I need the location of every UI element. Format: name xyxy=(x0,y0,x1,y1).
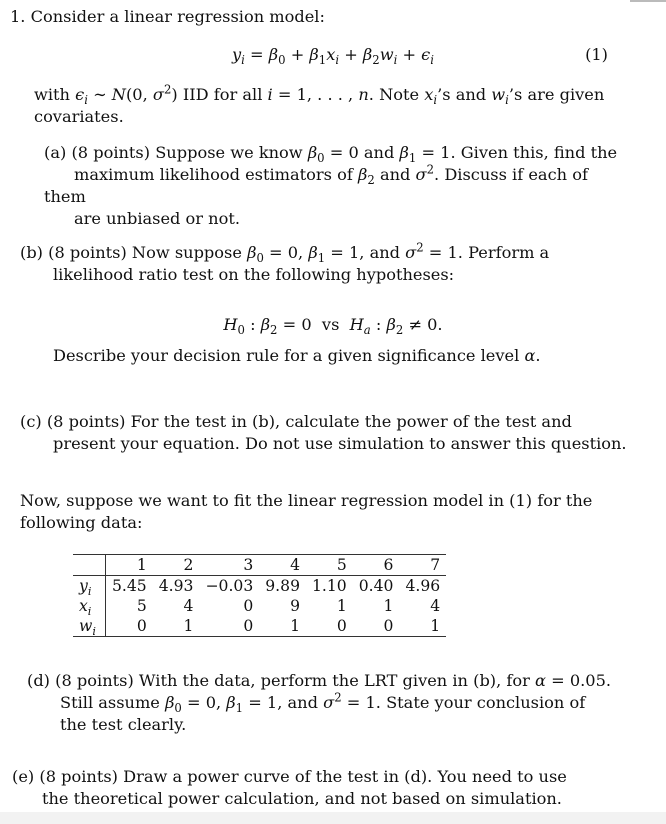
part-a-text: are unbiased or not. xyxy=(74,209,241,228)
table-row-w xyxy=(73,616,446,637)
part-b-decision: Describe your decision rule for a given significance level α. xyxy=(53,346,541,365)
part-a-text: Suppose we know xyxy=(155,143,303,162)
part-a-points: (8 points) xyxy=(71,143,151,162)
table-header-row xyxy=(73,555,446,576)
bottom-edge xyxy=(0,812,666,824)
table-cell: 1 xyxy=(290,617,300,635)
part-e-text: Draw a power curve of the test in (d). You need to use xyxy=(123,767,567,786)
table-cell: 4 xyxy=(430,597,441,615)
problem-intro xyxy=(10,6,666,28)
part-c-label: (c) xyxy=(20,412,42,431)
table-cell: 1 xyxy=(336,597,347,615)
given-text: ’s are given xyxy=(508,85,605,104)
table-cell: 0 xyxy=(383,617,394,635)
table-header-cell: 3 xyxy=(199,555,259,576)
iid-text: IID for all xyxy=(182,85,263,104)
row-label-y: $y_i$ xyxy=(73,576,106,597)
part-d-text: the test clearly. xyxy=(60,715,187,734)
note-text: Note xyxy=(379,85,420,104)
table-header-cell: 1 xyxy=(106,555,153,576)
problem-intro-text: Consider a linear regression model: xyxy=(30,7,325,26)
part-d: (d) (8 points) With the data, perform the LRT given in (b), for α = 0.05. Still assume $\beta_0 = 0$, $\beta_1 = 1$, and $\sigma^2 = 1$. State your conclusion of the test clearly. xyxy=(27,671,612,734)
table-cell: 0 xyxy=(243,597,254,615)
table-cell: 5 xyxy=(136,597,147,615)
row-label-w: $w_i$ xyxy=(73,616,106,637)
part-b: (b) (8 points) Now suppose $\beta_0 = 0$, $\beta_1 = 1$, and $\sigma^2 = 1$. Perform a likelihood ratio test on the following hypotheses: xyxy=(20,240,550,284)
part-e xyxy=(12,766,632,810)
part-e-text: the theoretical power calculation, and not based on simulation. xyxy=(42,789,562,808)
part-d-text: Still assume xyxy=(60,693,160,712)
part-b-text: Now suppose xyxy=(131,243,242,262)
table-header-cell: 6 xyxy=(353,555,400,576)
part-e-label: (e) xyxy=(12,767,35,786)
table-cell: 1.10 xyxy=(312,577,347,595)
table-cell: 9 xyxy=(290,597,300,615)
table-cell: 0.40 xyxy=(358,577,394,595)
part-c-points: (8 points) xyxy=(46,412,126,431)
data-table xyxy=(73,554,446,637)
table-cell: 1 xyxy=(183,617,194,635)
table-cell: 0 xyxy=(136,617,147,635)
part-a-text: Discuss if each of them xyxy=(44,165,588,206)
part-d-text: State your conclusion of xyxy=(386,693,586,712)
model-equation: $y_i = \beta_0 + \beta_1x_i + \beta_2w_i + \epsilon_i$ (1) xyxy=(232,45,608,68)
table-header-cell: 2 xyxy=(153,555,200,576)
part-b-label: (b) xyxy=(20,243,43,262)
part-a: (a) (8 points) Suppose we know $\beta_0 = 0$ and $\beta_1 = 1$. Given this, find the maximum likelihood estimators of $\beta_2$ and $\sigma^2$. Discuss if each of them are unbiased or not. xyxy=(44,143,618,228)
equation-label: (1) xyxy=(585,45,608,64)
part-c-text: For the test in (b), calculate the power of the test and xyxy=(130,412,572,431)
part-c xyxy=(20,411,640,455)
part-e-points: (8 points) xyxy=(39,767,118,786)
part-b-text: Perform a xyxy=(468,243,550,262)
table-corner xyxy=(73,555,106,576)
and-text: ’s and xyxy=(437,85,487,104)
part-a-and: and xyxy=(363,143,395,162)
table-cell: 4.96 xyxy=(405,577,441,595)
part-a-text: maximum likelihood estimators of xyxy=(74,165,353,184)
table-header-cell: 5 xyxy=(306,555,353,576)
data-intro-text: following data: xyxy=(20,513,143,532)
table-cell: 5.45 xyxy=(112,577,147,595)
table-row-x xyxy=(73,596,446,616)
part-b-and: and xyxy=(369,243,401,262)
part-b-text: likelihood ratio test on the following hypotheses: xyxy=(53,265,455,284)
vs-text: vs xyxy=(321,315,340,334)
part-a-label: (a) xyxy=(44,143,67,162)
table-cell: 9.89 xyxy=(265,577,300,595)
covariates-text: covariates. xyxy=(34,107,124,126)
table-cell: 1 xyxy=(430,617,441,635)
part-d-points: (8 points) xyxy=(55,671,134,690)
part-d-label: (d) xyxy=(27,671,50,690)
part-d-text: With the data, perform the LRT given in (b), for xyxy=(138,671,530,690)
row-label-x: $x_i$ xyxy=(73,596,106,616)
part-a-text: Given this, find the xyxy=(460,143,618,162)
problem-number: 1. xyxy=(10,7,26,26)
table-header-cell: 7 xyxy=(399,555,446,576)
table-cell: 4.93 xyxy=(158,577,194,595)
top-edge-line xyxy=(630,0,666,2)
problem-assumptions: with $\epsilon_i$ ∼ N(0, $\sigma^2$) IID for all i = 1, . . . , n. Note $x_i’s$ and $w_i’s$ are given covariates. xyxy=(34,82,605,126)
part-c-text: present your equation. Do not use simulation to answer this question. xyxy=(53,434,627,453)
table-header-cell: 4 xyxy=(259,555,306,576)
hypotheses: $H_0$ : $\beta_2 = 0$ vs $H_a$ : $\beta_2 \ne 0$. xyxy=(223,315,443,338)
table-cell: 1 xyxy=(383,597,394,615)
table-cell: 0 xyxy=(336,617,347,635)
table-cell: 4 xyxy=(183,597,194,615)
data-intro-text: Now, suppose we want to fit the linear regression model in (1) for the xyxy=(20,491,593,510)
with-text: with xyxy=(34,85,70,104)
part-d-and: and xyxy=(287,693,318,712)
table-cell: 0 xyxy=(243,617,254,635)
part-b-text: Describe your decision rule for a given significance level xyxy=(53,346,520,365)
data-intro xyxy=(20,490,640,534)
part-b-points: (8 points) xyxy=(48,243,127,262)
table-row-y xyxy=(73,576,446,597)
table-cell: −0.03 xyxy=(205,577,254,595)
